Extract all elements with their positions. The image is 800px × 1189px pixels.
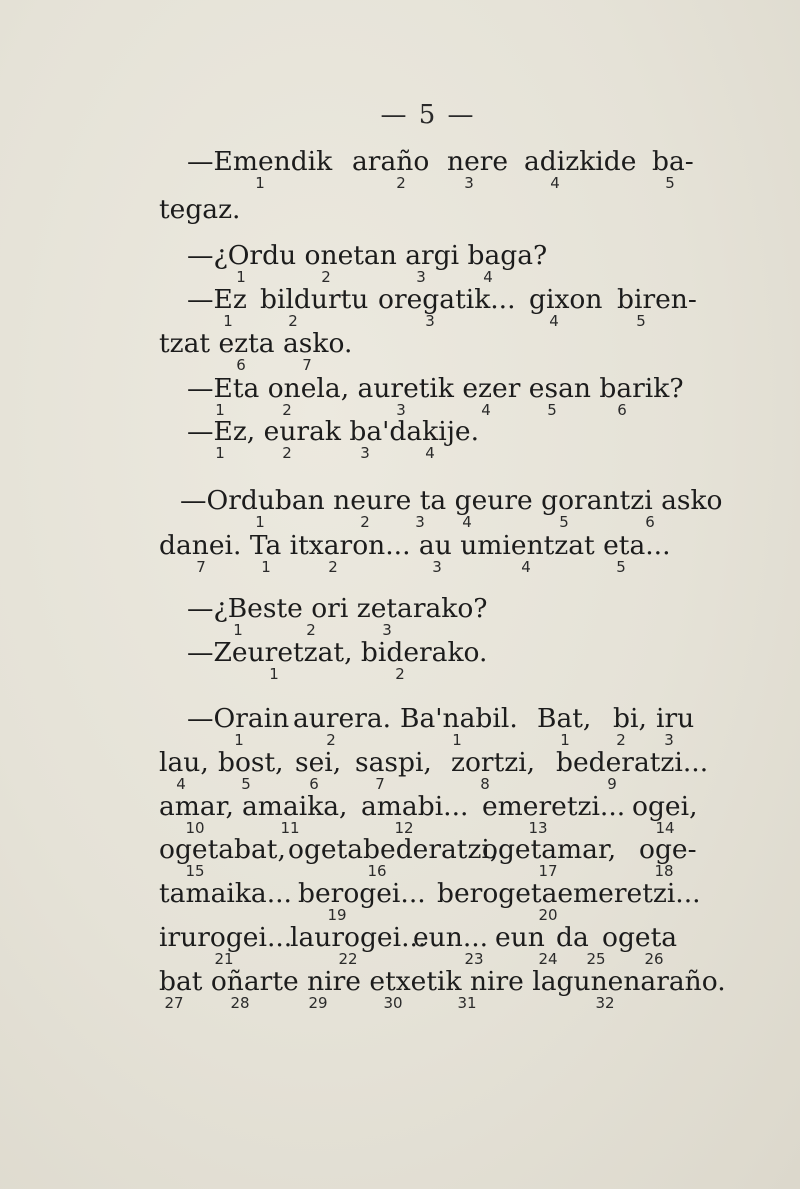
word-number: 28 xyxy=(230,994,250,1012)
line-word: amaika, xyxy=(242,791,348,822)
word-number: 7 xyxy=(196,558,206,576)
word-number: 7 xyxy=(375,775,385,793)
text-line xyxy=(0,240,800,286)
text-line xyxy=(0,146,800,192)
word-number: 4 xyxy=(462,513,472,531)
word-number: 10 xyxy=(185,819,205,837)
word-number: 2 xyxy=(282,401,292,419)
word-number: 6 xyxy=(645,513,655,531)
word-number: 17 xyxy=(538,862,558,880)
word-number: 6 xyxy=(617,401,627,419)
word-number: 1 xyxy=(215,401,225,419)
word-number: 15 xyxy=(185,862,205,880)
line-word: eun xyxy=(495,922,545,953)
text-line xyxy=(0,194,800,230)
line-word: bat oñarte nire etxetik nire lagunenaraño. xyxy=(159,966,726,997)
line-word: amar, xyxy=(159,791,234,822)
text-line xyxy=(0,328,800,374)
word-number: 13 xyxy=(528,819,548,837)
word-number: 7 xyxy=(302,356,312,374)
word-number: 4 xyxy=(549,312,559,330)
word-number: 3 xyxy=(360,444,370,462)
line-word: bederatzi... xyxy=(556,747,709,778)
line-word: biren- xyxy=(617,284,697,315)
word-number: 20 xyxy=(538,906,558,924)
line-word: berogetaemeretzi... xyxy=(437,878,701,909)
word-number: 1 xyxy=(234,731,244,749)
word-number: 3 xyxy=(416,268,426,286)
text-line xyxy=(0,834,800,880)
word-number: 1 xyxy=(269,665,279,683)
word-number: 26 xyxy=(644,950,664,968)
word-number: 30 xyxy=(383,994,403,1012)
line-word: lau, xyxy=(159,747,209,778)
word-number: 1 xyxy=(255,513,265,531)
word-number: 32 xyxy=(595,994,615,1012)
text-line xyxy=(0,637,800,683)
word-number: 4 xyxy=(483,268,493,286)
line-word: tamaika... xyxy=(159,878,292,909)
line-word: —Ez, eurak ba'dakije. xyxy=(187,416,480,447)
line-word: oregatik... xyxy=(378,284,516,315)
text-line xyxy=(0,878,800,924)
line-word: —Emendik xyxy=(187,146,333,177)
word-number: 22 xyxy=(338,950,358,968)
word-number: 2 xyxy=(616,731,626,749)
text-line xyxy=(0,593,800,639)
word-number: 3 xyxy=(396,401,406,419)
word-number: 5 xyxy=(559,513,569,531)
word-number: 6 xyxy=(309,775,319,793)
word-number: 21 xyxy=(214,950,234,968)
word-number: 3 xyxy=(432,558,442,576)
line-word: eun... xyxy=(413,922,489,953)
line-word: bildurtu xyxy=(260,284,369,315)
word-number: 5 xyxy=(547,401,557,419)
word-number: 14 xyxy=(655,819,675,837)
word-number: 29 xyxy=(308,994,328,1012)
word-number: 1 xyxy=(255,174,265,192)
word-number: 2 xyxy=(326,731,336,749)
word-number: 2 xyxy=(360,513,370,531)
word-number: 5 xyxy=(616,558,626,576)
word-number: 4 xyxy=(481,401,491,419)
line-word: —Orain xyxy=(187,703,290,734)
line-word: gixon xyxy=(529,284,603,315)
line-word: —Ez xyxy=(187,284,247,315)
word-number: 2 xyxy=(328,558,338,576)
word-number: 3 xyxy=(664,731,674,749)
word-number: 1 xyxy=(560,731,570,749)
line-word: ogetabat, xyxy=(159,834,286,865)
word-number: 1 xyxy=(236,268,246,286)
word-number: 1 xyxy=(215,444,225,462)
text-line xyxy=(0,416,800,462)
line-word: ogetabederatzi, xyxy=(288,834,499,865)
line-word: Bat, xyxy=(537,703,592,734)
line-word: ba- xyxy=(652,146,694,177)
line-word: adizkide xyxy=(524,146,637,177)
line-word: nere xyxy=(447,146,509,177)
line-word: —¿Beste ori zetarako? xyxy=(187,593,488,624)
line-word: iru xyxy=(656,703,695,734)
word-number: 2 xyxy=(395,665,405,683)
word-number: 5 xyxy=(636,312,646,330)
line-word: ogei, xyxy=(632,791,698,822)
word-number: 19 xyxy=(327,906,347,924)
word-number: 3 xyxy=(382,621,392,639)
line-word: laurogei... xyxy=(290,922,427,953)
line-word: araño xyxy=(352,146,430,177)
word-number: 5 xyxy=(665,174,675,192)
word-number: 1 xyxy=(233,621,243,639)
word-number: 2 xyxy=(321,268,331,286)
word-number: 3 xyxy=(464,174,474,192)
text-line xyxy=(0,284,800,330)
word-number: 16 xyxy=(367,862,387,880)
word-number: 11 xyxy=(280,819,300,837)
word-number: 2 xyxy=(396,174,406,192)
word-number: 4 xyxy=(521,558,531,576)
line-word: aurera. xyxy=(293,703,392,734)
line-word: —Orduban neure ta geure gorantzi asko xyxy=(180,485,723,516)
word-number: 4 xyxy=(176,775,186,793)
word-number: 3 xyxy=(415,513,425,531)
line-word: oge- xyxy=(639,834,697,865)
text-line xyxy=(0,485,800,531)
line-word: tzat ezta asko. xyxy=(159,328,353,359)
line-word: —Zeuretzat, biderako. xyxy=(187,637,488,668)
line-word: —Eta onela, auretik ezer esan barik? xyxy=(187,373,684,404)
word-number: 23 xyxy=(464,950,484,968)
line-word: emeretzi... xyxy=(482,791,626,822)
word-number: 4 xyxy=(550,174,560,192)
text-line xyxy=(0,530,800,576)
text-line xyxy=(0,966,800,1012)
word-number: 27 xyxy=(164,994,184,1012)
text-line xyxy=(0,373,800,419)
line-word: saspi, xyxy=(355,747,432,778)
word-number: 3 xyxy=(425,312,435,330)
word-number: 2 xyxy=(306,621,316,639)
word-number: 18 xyxy=(654,862,674,880)
line-word: sei, xyxy=(295,747,342,778)
word-number: 24 xyxy=(538,950,558,968)
text-line xyxy=(0,747,800,793)
line-word: irurogei... xyxy=(159,922,293,953)
word-number: 4 xyxy=(425,444,435,462)
word-number: 25 xyxy=(586,950,606,968)
line-word: tegaz. xyxy=(159,194,241,225)
line-word: bi, xyxy=(613,703,647,734)
text-line xyxy=(0,791,800,837)
line-word: —¿Ordu onetan argi baga? xyxy=(187,240,548,271)
line-word: Ba'nabil. xyxy=(400,703,518,734)
line-word: danei. Ta itxaron... au umientzat eta... xyxy=(159,530,671,561)
page-number: — 5 — xyxy=(380,100,476,130)
word-number: 1 xyxy=(223,312,233,330)
text-line xyxy=(0,703,800,749)
line-word: bost, xyxy=(218,747,284,778)
word-number: 5 xyxy=(241,775,251,793)
line-word: ogeta xyxy=(602,922,678,953)
line-word: zortzi, xyxy=(451,747,536,778)
word-number: 12 xyxy=(394,819,414,837)
word-number: 2 xyxy=(288,312,298,330)
word-number: 6 xyxy=(236,356,246,374)
word-number: 1 xyxy=(261,558,271,576)
line-word: da xyxy=(556,922,589,953)
line-word: ogetamar, xyxy=(482,834,617,865)
line-word: berogei... xyxy=(298,878,426,909)
word-number: 2 xyxy=(282,444,292,462)
word-number: 9 xyxy=(607,775,617,793)
text-line xyxy=(0,922,800,968)
word-number: 31 xyxy=(457,994,477,1012)
word-number: 1 xyxy=(452,731,462,749)
line-word: amabi... xyxy=(361,791,469,822)
word-number: 8 xyxy=(480,775,490,793)
